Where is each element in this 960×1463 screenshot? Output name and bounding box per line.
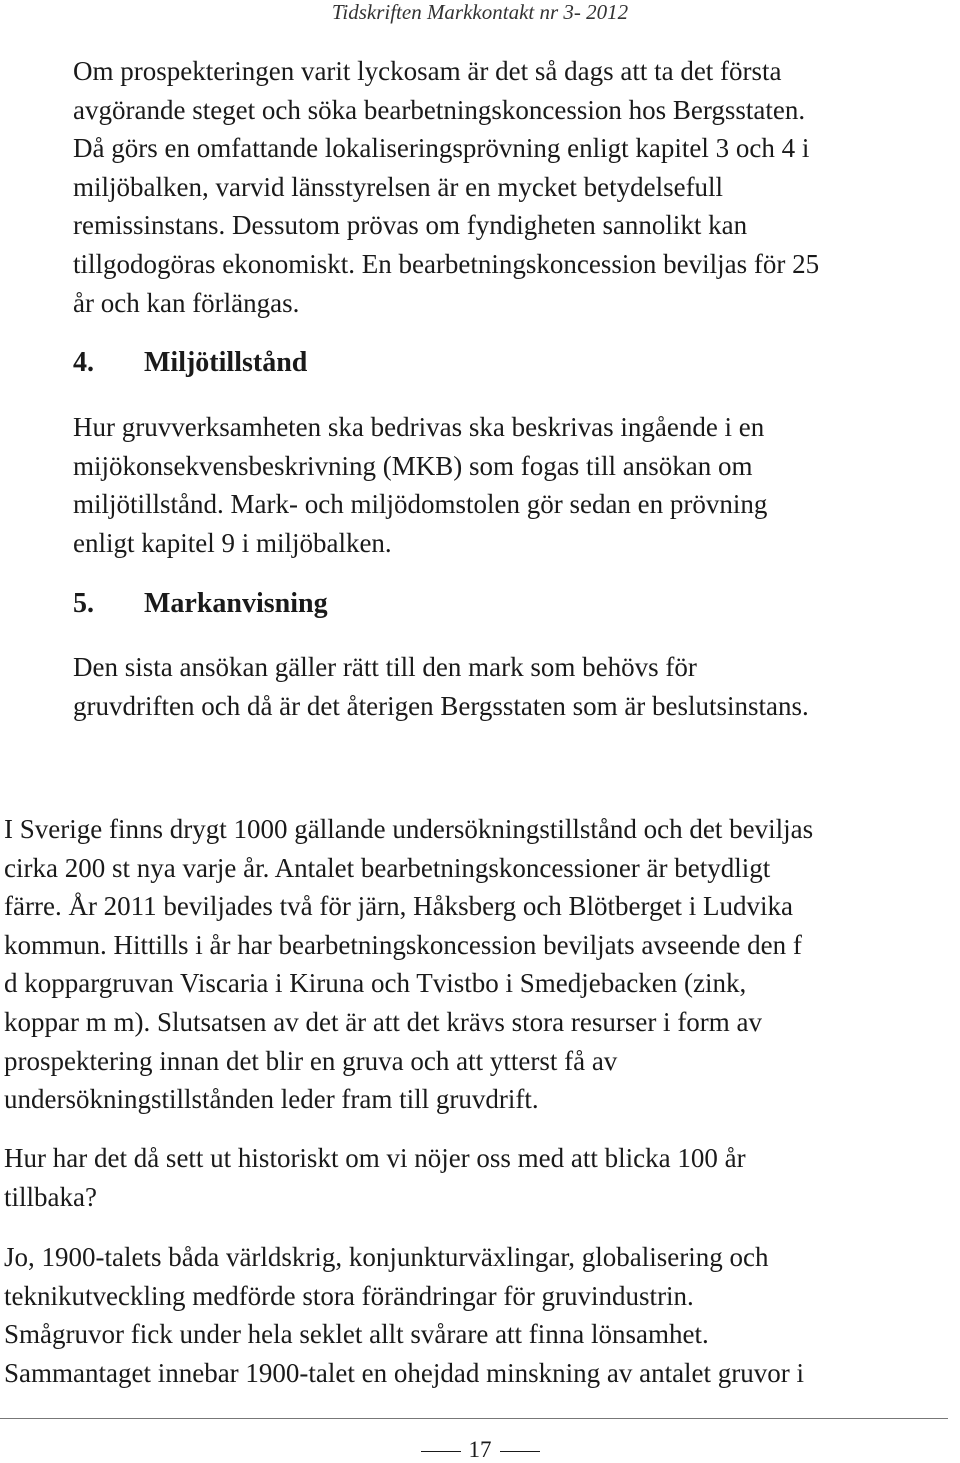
text-line: Hur har det då sett ut historiskt om vi nöjer oss med att blicka 100 år <box>4 1143 746 1173</box>
section-number: 4. <box>73 347 94 378</box>
section-number: 5. <box>73 588 94 619</box>
text-line: Om prospekteringen varit lyckosam är det så dags att ta det första <box>73 56 782 86</box>
text-line: färre. År 2011 beviljades två för järn, Håksberg och Blötberget i Ludvika <box>4 891 794 922</box>
text-line: Smågruvor fick under hela seklet allt svårare att finna lönsamhet. <box>4 1319 709 1350</box>
text-line: mijökonsekvensbeskrivning (MKB) som fogas till ansökan om <box>73 450 753 481</box>
text-line: kommun. Hittills i år har bearbetningskoncession beviljats avseende den f <box>4 929 802 960</box>
section-heading-5 <box>73 587 328 621</box>
text-line: miljötillstånd. Mark- och miljödomstolen gör sedan en prövning <box>73 489 768 520</box>
text-line: avgörande steget och söka bearbetningskoncession hos Bergsstaten. <box>73 94 806 125</box>
text-line: Jo, 1900-talets båda världskrig, konjunkturväxlingar, globalisering och <box>4 1242 769 1272</box>
text-line: cirka 200 st nya varje år. Antalet bearbetningskoncessioner är betydligt <box>4 852 771 883</box>
text-line: remissinstans. Dessutom prövas om fyndigheten sannolikt kan <box>73 210 748 241</box>
body-paragraph-1 <box>4 810 954 1119</box>
text-line: Då görs en omfattande lokaliseringsprövning enligt kapitel 3 och 4 i <box>73 133 810 164</box>
text-line: koppar m m). Slutsatsen av det är att det krävs stora resurser i form av <box>4 1006 763 1037</box>
dash-left <box>421 1451 461 1452</box>
text-line: enligt kapitel 9 i miljöbalken. <box>73 527 392 558</box>
text-line: teknikutveckling medförde stora förändringar för gruvindustrin. <box>4 1280 694 1311</box>
section-title: Miljötillstånd <box>144 347 308 378</box>
text-line: Den sista ansökan gäller rätt till den mark som behövs för <box>73 652 697 682</box>
running-header: Tidskriften Markkontakt nr 3- 2012 <box>331 0 629 24</box>
footer-divider <box>0 1418 948 1419</box>
text-line: prospektering innan det blir en gruva och att ytterst få av <box>4 1045 618 1076</box>
text-line: tillbaka? <box>4 1181 97 1212</box>
intro-paragraph <box>73 52 943 322</box>
text-line: Hur gruvverksamheten ska bedrivas ska beskrivas ingående i en <box>73 412 765 442</box>
text-line: år och kan förlängas. <box>73 287 300 318</box>
page-number-text: 17 <box>468 1437 492 1462</box>
body-paragraph-2 <box>4 1139 954 1216</box>
section-title: Markanvisning <box>144 588 328 619</box>
text-line: tillgodogöras ekonomiskt. En bearbetningskoncession beviljas för 25 <box>73 248 820 279</box>
body-paragraph-3 <box>4 1238 954 1392</box>
text-line: miljöbalken, varvid länsstyrelsen är en mycket betydelsefull <box>73 171 724 202</box>
text-line: Sammantaget innebar 1900-talet en ohejdad minskning av antalet gruvor i <box>4 1357 805 1388</box>
text-line: I Sverige finns drygt 1000 gällande undersökningstillstånd och det beviljas <box>4 814 814 844</box>
section-heading-4 <box>73 346 307 380</box>
section-5-paragraph <box>73 648 943 725</box>
text-line: d koppargruvan Viscaria i Kiruna och Tvistbo i Smedjebacken (zink, <box>4 968 747 999</box>
dash-right <box>500 1451 540 1452</box>
section-4-paragraph <box>73 408 943 562</box>
text-line: gruvdriften och då är det återigen Bergsstaten som är beslutsinstans. <box>73 690 809 721</box>
text-line: undersökningstillstånden leder fram till gruvdrift. <box>4 1084 539 1115</box>
page-number <box>0 1437 960 1463</box>
